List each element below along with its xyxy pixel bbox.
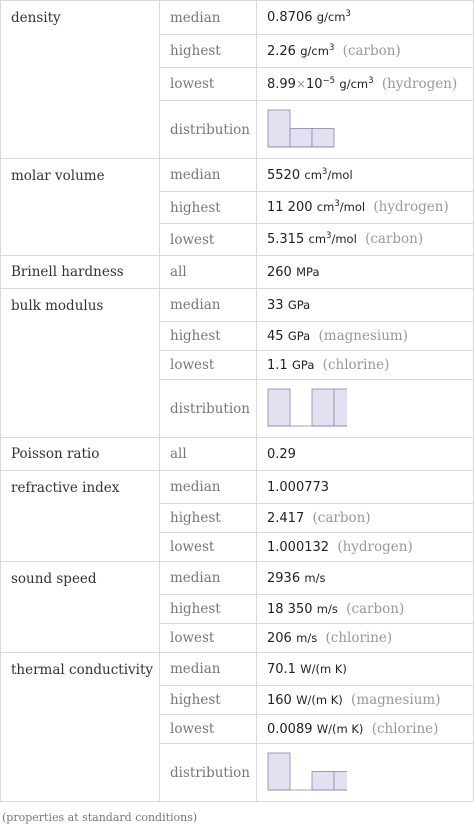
row-label: highest [160, 192, 257, 224]
row-label: median [160, 159, 257, 192]
value-cell: 2.417 (carbon) [257, 504, 474, 533]
row-label: lowest [160, 224, 257, 256]
histogram-bar [268, 110, 290, 147]
value-cell: 1.1 GPa (chlorine) [257, 351, 474, 380]
histogram-bar [268, 389, 290, 426]
value-cell: 2.26 $g/cm^3$ (carbon) [257, 35, 474, 68]
value-cell: 0.8706 $g/cm^3$ [257, 1, 474, 35]
property-label: molar volume [1, 159, 160, 256]
property-label: sound speed [1, 562, 160, 653]
value-cell: 5.315 $cm^3$/mol (carbon) [257, 224, 474, 256]
density-histogram [267, 109, 347, 151]
histogram-bar [334, 771, 347, 790]
row-label: distribution [160, 744, 257, 802]
value-cell: 70.1 W/(m K) [257, 653, 474, 686]
distribution-cell [257, 101, 474, 159]
value-cell: 260 MPa [257, 256, 474, 289]
value-cell: 1.000132 (hydrogen) [257, 533, 474, 562]
row-label: median [160, 471, 257, 504]
value-cell: 45 GPa (magnesium) [257, 322, 474, 351]
histogram-bar [290, 128, 312, 147]
thermal-conductivity-histogram [267, 752, 347, 794]
row-label: highest [160, 504, 257, 533]
value-cell: $8.99\times 10^{-5}$ $g/cm^3$ (hydrogen) [257, 68, 474, 101]
property-label: refractive index [1, 471, 160, 562]
value-cell: 5520 $cm^3$/mol [257, 159, 474, 192]
table-row [1, 653, 474, 686]
row-label: highest [160, 686, 257, 715]
property-label: thermal conductivity [1, 653, 160, 802]
value-cell: 160 W/(m K) (magnesium) [257, 686, 474, 715]
table-row [1, 256, 474, 289]
table-row [1, 471, 474, 504]
row-label: all [160, 438, 257, 471]
histogram-bar [268, 753, 290, 790]
row-label: lowest [160, 715, 257, 744]
row-label: median [160, 653, 257, 686]
value-cell: 0.0089 W/(m K) (chlorine) [257, 715, 474, 744]
histogram-bar [312, 128, 334, 147]
row-label: highest [160, 35, 257, 68]
value-cell: 33 GPa [257, 289, 474, 322]
row-label: highest [160, 322, 257, 351]
histogram-bar [334, 389, 347, 426]
value-cell: 11 200 $cm^3$/mol (hydrogen) [257, 192, 474, 224]
property-label: Poisson ratio [1, 438, 160, 471]
footnote: (properties at standard conditions) [2, 811, 198, 824]
row-label: median [160, 289, 257, 322]
value-cell: 206 m/s (chlorine) [257, 624, 474, 653]
table-row [1, 438, 474, 471]
table-row [1, 562, 474, 595]
table-row [1, 1, 474, 35]
row-label: highest [160, 595, 257, 624]
property-label: Brinell hardness [1, 256, 160, 289]
distribution-cell [257, 380, 474, 438]
histogram-bar [312, 771, 334, 790]
value-cell: 1.000773 [257, 471, 474, 504]
row-label: lowest [160, 533, 257, 562]
row-label: lowest [160, 351, 257, 380]
row-label: lowest [160, 68, 257, 101]
distribution-cell [257, 744, 474, 802]
value-cell: 0.29 [257, 438, 474, 471]
value-cell: 2936 m/s [257, 562, 474, 595]
histogram-bar [312, 389, 334, 426]
value-cell: 18 350 m/s (carbon) [257, 595, 474, 624]
property-label: bulk modulus [1, 289, 160, 438]
row-label: distribution [160, 101, 257, 159]
row-label: distribution [160, 380, 257, 438]
row-label: lowest [160, 624, 257, 653]
table-row [1, 289, 474, 322]
row-label: all [160, 256, 257, 289]
table-row [1, 159, 474, 192]
row-label: median [160, 1, 257, 35]
property-label: density [1, 1, 160, 159]
bulk-modulus-histogram [267, 388, 347, 430]
row-label: median [160, 562, 257, 595]
